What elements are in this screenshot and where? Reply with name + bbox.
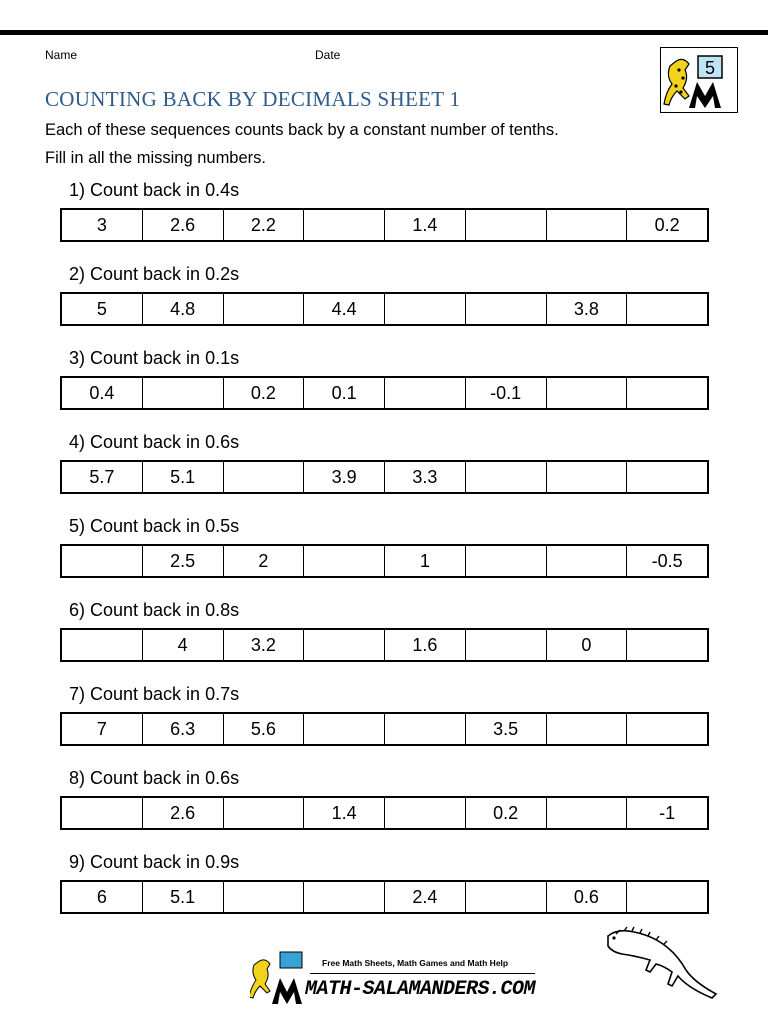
sequence-cell: 5 bbox=[96, 298, 107, 319]
sequence-cell: 0.1 bbox=[303, 378, 384, 408]
top-rule bbox=[0, 30, 768, 35]
answer-box[interactable] bbox=[546, 378, 627, 408]
sequence-row bbox=[60, 544, 709, 578]
answer-box[interactable] bbox=[223, 798, 304, 828]
sequence-cell: 2.4 bbox=[384, 882, 465, 912]
answer-box[interactable] bbox=[546, 210, 627, 240]
sequence-row bbox=[60, 880, 709, 914]
answer-box[interactable] bbox=[303, 546, 384, 576]
problem-label: 7) Count back in 0.7s bbox=[69, 684, 240, 704]
sequence-cell: 7 bbox=[96, 718, 107, 739]
problem-label: 2) Count back in 0.2s bbox=[69, 264, 240, 284]
answer-box[interactable] bbox=[303, 714, 384, 744]
page-title: COUNTING BACK BY DECIMALS SHEET 1 bbox=[45, 87, 461, 111]
sequence-cell: 1.4 bbox=[384, 210, 465, 240]
footer-tagline: Free Math Sheets, Math Games and Math Help bbox=[322, 958, 509, 968]
sequence-cell: 3.2 bbox=[223, 630, 304, 660]
answer-box[interactable] bbox=[142, 378, 223, 408]
sequence-cell: 1 bbox=[384, 546, 465, 576]
lizard-icon bbox=[602, 922, 722, 1002]
answer-box[interactable] bbox=[384, 294, 465, 324]
answer-box[interactable] bbox=[62, 546, 142, 576]
sequence-cell: 0.6 bbox=[546, 882, 627, 912]
answer-box[interactable] bbox=[465, 630, 546, 660]
sequence-cell: 0.4 bbox=[89, 382, 115, 403]
sequence-row bbox=[60, 628, 709, 662]
answer-box[interactable] bbox=[546, 546, 627, 576]
sequence-cell: 4.4 bbox=[303, 294, 384, 324]
name-label: Name bbox=[45, 48, 78, 62]
problem-label: 6) Count back in 0.8s bbox=[69, 600, 240, 620]
sequence-row bbox=[60, 796, 709, 830]
footer-site-name: MATH-SALAMANDERS.COM bbox=[305, 978, 536, 1001]
sequence-cell: 6 bbox=[96, 886, 107, 907]
answer-box[interactable] bbox=[62, 798, 142, 828]
sequence-cell: 5.6 bbox=[223, 714, 304, 744]
sequence-cell: 2.2 bbox=[223, 210, 304, 240]
date-label: Date bbox=[315, 48, 341, 62]
sequence-cell: 0 bbox=[546, 630, 627, 660]
sequence-cell: 3.3 bbox=[384, 462, 465, 492]
answer-box[interactable] bbox=[384, 714, 465, 744]
sequence-cell: 0.2 bbox=[626, 210, 707, 240]
answer-box[interactable] bbox=[465, 546, 546, 576]
footer-divider bbox=[310, 973, 535, 974]
sequence-cell: -0.1 bbox=[465, 378, 546, 408]
sequence-cell: 2.6 bbox=[142, 798, 223, 828]
answer-box[interactable] bbox=[384, 378, 465, 408]
answer-box[interactable] bbox=[223, 882, 304, 912]
sequence-cell: 2.5 bbox=[142, 546, 223, 576]
sequence-cell: 1.4 bbox=[303, 798, 384, 828]
sequence-row bbox=[60, 292, 709, 326]
sequence-cell: 3.5 bbox=[465, 714, 546, 744]
problem-label: 4) Count back in 0.6s bbox=[69, 432, 240, 452]
answer-box[interactable] bbox=[626, 714, 707, 744]
sequence-cell: 2.6 bbox=[142, 210, 223, 240]
answer-box[interactable] bbox=[626, 462, 707, 492]
sequence-cell: 0.2 bbox=[465, 798, 546, 828]
sequence-cell: 3.8 bbox=[546, 294, 627, 324]
answer-box[interactable] bbox=[626, 882, 707, 912]
answer-box[interactable] bbox=[303, 882, 384, 912]
salamander-logo-icon bbox=[660, 47, 738, 113]
sequence-cell: 3 bbox=[96, 214, 107, 235]
instruction-line-2: Fill in all the missing numbers. bbox=[45, 149, 266, 167]
answer-box[interactable] bbox=[465, 294, 546, 324]
sequence-cell: 3.9 bbox=[303, 462, 384, 492]
problem-label: 5) Count back in 0.5s bbox=[69, 516, 240, 536]
sequence-cell: -1 bbox=[626, 798, 707, 828]
sequence-cell: 0.2 bbox=[223, 378, 304, 408]
sequence-row bbox=[60, 712, 709, 746]
answer-box[interactable] bbox=[223, 294, 304, 324]
answer-box[interactable] bbox=[626, 294, 707, 324]
answer-box[interactable] bbox=[546, 462, 627, 492]
instruction-line-1: Each of these sequences counts back by a constant number of tenths. bbox=[45, 121, 559, 139]
problem-label: 3) Count back in 0.1s bbox=[69, 348, 240, 368]
sequence-cell: 5.1 bbox=[142, 462, 223, 492]
answer-box[interactable] bbox=[465, 210, 546, 240]
sequence-cell: 5.1 bbox=[142, 882, 223, 912]
footer bbox=[250, 948, 540, 1008]
sequence-cell: 4 bbox=[142, 630, 223, 660]
answer-box[interactable] bbox=[384, 798, 465, 828]
answer-box[interactable] bbox=[546, 798, 627, 828]
answer-box[interactable] bbox=[626, 630, 707, 660]
problem-label: 1) Count back in 0.4s bbox=[69, 180, 240, 200]
sequence-row bbox=[60, 376, 709, 410]
answer-box[interactable] bbox=[465, 882, 546, 912]
salamander-logo-icon bbox=[250, 948, 308, 1006]
answer-box[interactable] bbox=[62, 630, 142, 660]
sequence-cell: 6.3 bbox=[142, 714, 223, 744]
answer-box[interactable] bbox=[546, 714, 627, 744]
answer-box[interactable] bbox=[223, 462, 304, 492]
sequence-cell: 2 bbox=[223, 546, 304, 576]
logo-badge: 5 bbox=[704, 58, 716, 78]
answer-box[interactable] bbox=[303, 630, 384, 660]
answer-box[interactable] bbox=[626, 378, 707, 408]
sequence-cell: -0.5 bbox=[626, 546, 707, 576]
sequence-cell: 4.8 bbox=[142, 294, 223, 324]
answer-box[interactable] bbox=[465, 462, 546, 492]
answer-box[interactable] bbox=[303, 210, 384, 240]
problem-label: 9) Count back in 0.9s bbox=[69, 852, 240, 872]
sequence-row bbox=[60, 208, 709, 242]
problem-label: 8) Count back in 0.6s bbox=[69, 768, 240, 788]
sequence-cell: 5.7 bbox=[89, 466, 115, 487]
sequence-cell: 1.6 bbox=[384, 630, 465, 660]
sequence-row bbox=[60, 460, 709, 494]
